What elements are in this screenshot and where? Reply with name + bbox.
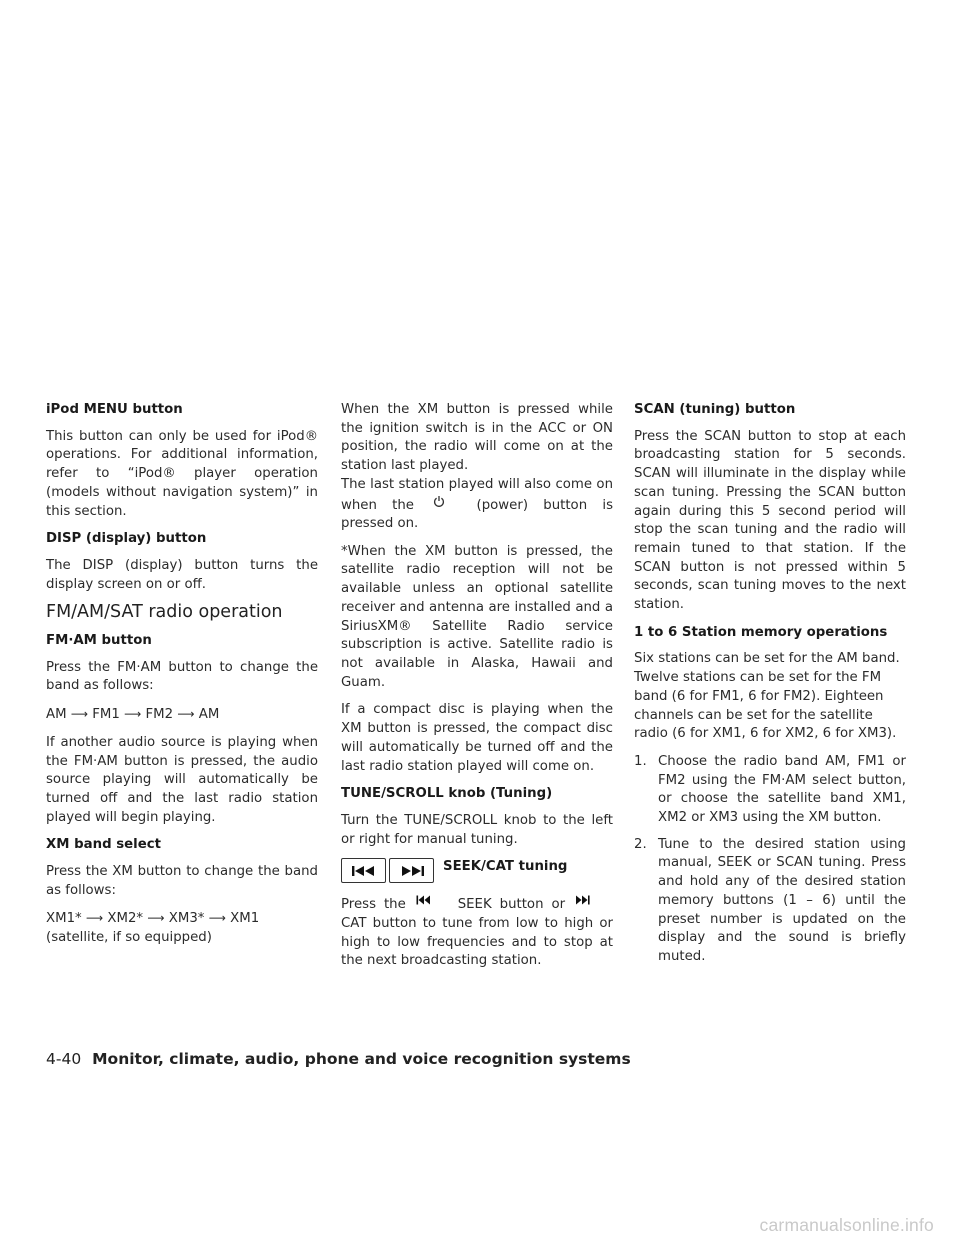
list-item: 1. Choose the radio band AM, FM1 or FM2 using the FM·AM select button, or choose the satellite band XM1, XM2 or XM3 using the XM button. — [634, 753, 906, 826]
band-xm3: XM3* — [168, 911, 205, 927]
seek-forward-icon — [399, 865, 425, 877]
band-am: AM — [46, 707, 67, 723]
xm-sequence — [46, 909, 318, 947]
ipod-menu-heading: iPod MENU button — [46, 402, 183, 417]
page-footer — [46, 1050, 631, 1068]
seek-text-c: CAT button to tune from low to high or high to low frequencies and to stop at the next broadcasting station. — [341, 916, 613, 969]
seek-cat-row — [341, 858, 613, 883]
column-2 — [341, 401, 613, 971]
band-fm1: FM1 — [92, 707, 120, 723]
watermark: carmanualsonline.info — [759, 1215, 934, 1235]
arrow-icon: ⟶ — [177, 707, 195, 722]
disp-heading: DISP (display) button — [46, 531, 207, 547]
arrow-icon: ⟶ — [85, 911, 104, 926]
xm-text: Press the XM button to change the band as follows: — [46, 864, 318, 898]
seek-text — [341, 896, 613, 971]
power-icon — [433, 495, 445, 515]
seek-back-icon — [416, 895, 432, 905]
seek-forward-icon — [575, 895, 591, 905]
band-xm1-return: XM1 (satellite, if so equipped) — [46, 911, 260, 946]
fmam-sequence — [46, 705, 318, 725]
fmam-heading: FM·AM button — [46, 633, 152, 649]
tune-text: Turn the TUNE/SCROLL knob to the left or right for manual tuning. — [341, 812, 613, 847]
seek-text-a: Press the — [341, 897, 406, 913]
fmam-text: Press the FM·AM button to change the band as follows: — [46, 659, 318, 694]
arrow-icon: ⟶ — [70, 707, 89, 722]
xm-on-text: When the XM button is pressed while the ignition switch is in the ACC or ON position, the radio will come on at the station last played. — [341, 402, 613, 474]
last-station-text-a: The last station played will also come on when the — [341, 476, 613, 513]
compact-disc-text: If a compact disc is playing when the XM button is pressed, the compact disc will automatically be turned off and the last radio station played will come on. — [341, 702, 613, 774]
band-fm2: FM2 — [145, 707, 174, 723]
ipod-menu-text: This button can only be used for iPod® operations. For additional information, refer to “iPod® player operation (models without navigation system)” in this section. — [46, 428, 318, 519]
list-item: 2. Tune to the desired station using manual, SEEK or SCAN tuning. Press and hold any of the desired station memory buttons (1 – 6) until the preset number is updated on the display and the sound is briefly muted. — [634, 836, 906, 964]
arrow-icon: ⟶ — [147, 911, 165, 926]
memory-steps — [634, 753, 906, 967]
disp-text: The DISP (display) button turns the display screen on or off. — [46, 557, 318, 592]
memory-heading: 1 to 6 Station memory operations — [634, 624, 888, 640]
scan-text: Press the SCAN button to stop at each broadcasting station for 5 seconds. SCAN will illuminate in the display while scan tuning. Pressing the SCAN button again during this 5 second period will stop the scan tuning and the radio will remain tuned to that station. If the SCAN button is not pressed within 5 seconds, scan tuning moves to the next station. — [634, 428, 906, 613]
band-xm1: XM1* — [46, 911, 82, 927]
band-xm2: XM2* — [107, 911, 144, 927]
column-3 — [634, 401, 906, 975]
tune-heading: TUNE/SCROLL knob (Tuning) — [341, 786, 553, 802]
last-station-text — [341, 476, 613, 534]
xm-heading: XM band select — [46, 837, 161, 853]
arrow-icon: ⟶ — [124, 707, 142, 722]
last-station-text-b: (power) button is pressed on. — [341, 497, 613, 532]
seek-forward-button-illustration — [389, 858, 434, 883]
satellite-note: *When the XM button is pressed, the satellite radio reception will not be available unless an optional satellite receiver and antenna are installed and a SiriusXM® Satellite Radio service subscription is active. Satellite radio is not available in Alaska, Hawaii and Guam. — [341, 543, 613, 690]
seek-text-b: SEEK button or — [457, 897, 566, 913]
band-am-return: AM — [198, 707, 220, 723]
page-number: 4-40 — [46, 1050, 82, 1068]
chapter-title: Monitor, climate, audio, phone and voice recognition systems — [92, 1050, 631, 1068]
section-title: FM/AM/SAT radio operation — [46, 602, 283, 623]
seek-back-icon — [351, 865, 377, 877]
seek-back-button-illustration — [341, 858, 386, 883]
scan-heading: SCAN (tuning) button — [634, 402, 796, 417]
arrow-icon: ⟶ — [208, 911, 226, 926]
column-1 — [46, 401, 318, 948]
seek-cat-label: SEEK/CAT tuning — [443, 859, 568, 875]
memory-text: Six stations can be set for the AM band. Twelve stations can be set for the FM band (6 for FM1, 6 for FM2). Eighteen channels can be set for the satellite radio (6 for XM1, 6 for XM2, 6 for XM3). — [634, 651, 900, 742]
other-source-text: If another audio source is playing when the FM·AM button is pressed, the audio source playing will automatically be turned off and the last radio station played will begin playing. — [46, 734, 318, 825]
